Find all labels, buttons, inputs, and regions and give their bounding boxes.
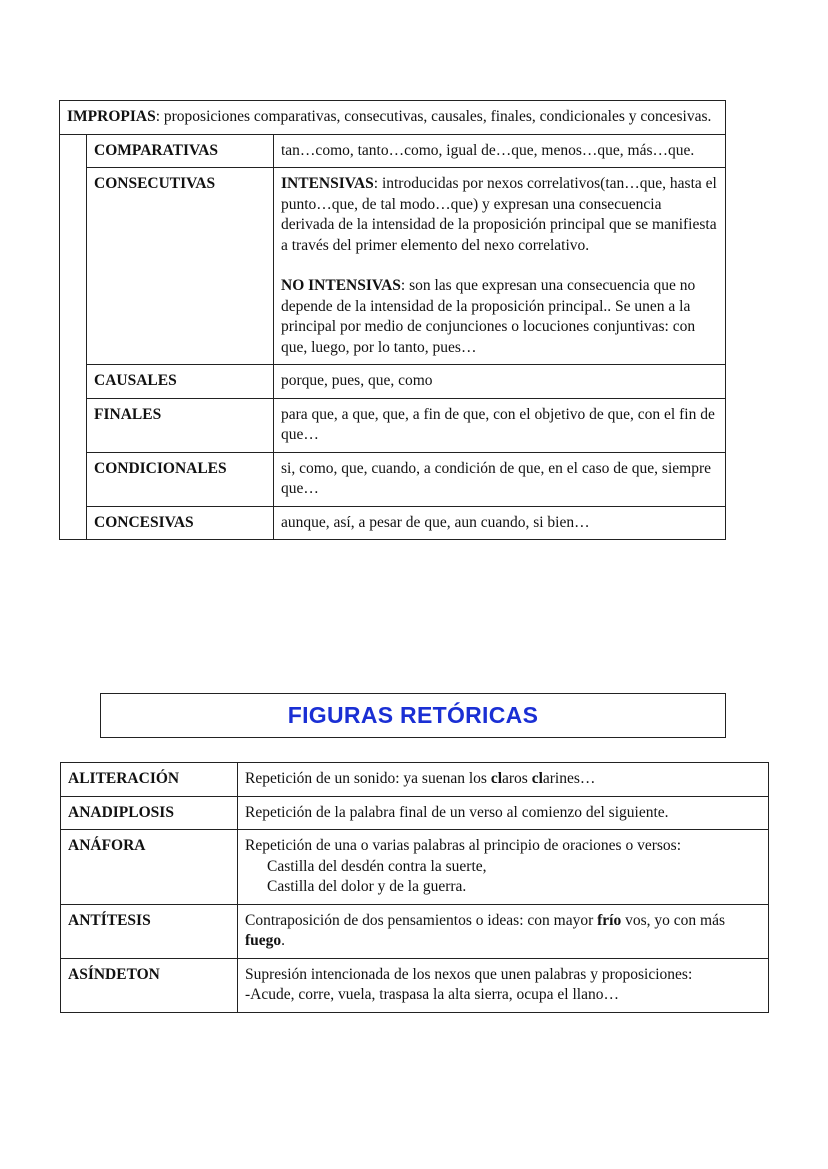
no-intensivas-paragraph xyxy=(281,276,718,358)
impropias-header-cell xyxy=(60,101,726,135)
asindeton-example: -Acude, corre, vuela, traspasa la alta sierra, ocupa el llano… xyxy=(245,986,619,1003)
intensivas-paragraph xyxy=(281,174,718,256)
table-row xyxy=(60,452,726,506)
definition-antitesis xyxy=(238,904,769,958)
asindeton-text: Supresión intencionada de los nexos que unen palabras y proposiciones: xyxy=(245,965,693,983)
definition-anadiplosis: Repetición de la palabra final de un verso al comienzo del siguiente. xyxy=(238,796,769,830)
definition-asindeton xyxy=(238,958,769,1012)
indent-cell xyxy=(60,168,87,365)
definition-consecutivas xyxy=(274,168,726,365)
table-row xyxy=(60,168,726,365)
table-row xyxy=(61,830,769,905)
intensivas-text: : introducidas por nexos correlativos(tan…que, hasta el punto…que, de tal modo…que) y expresan una consecuencia derivada de la intensidad de la proposición principal que se manifiesta a través del primer elemento del nexo correlativo. xyxy=(281,175,717,254)
antitesis-bold-2: fuego xyxy=(245,932,282,949)
definition-finales: para que, a que, que, a fin de que, con el objetivo de que, con el fin de que… xyxy=(274,398,726,452)
indent-cell xyxy=(60,134,87,168)
table-row xyxy=(60,398,726,452)
anafora-text: Repetición de una o varias palabras al principio de oraciones o versos: xyxy=(245,837,682,854)
antitesis-text-1: Contraposición de dos pensamientos o ideas: con mayor xyxy=(245,911,598,929)
table-row xyxy=(61,796,769,830)
definition-condicionales: si, como, que, cuando, a condición de que, en el caso de que, siempre que… xyxy=(274,452,726,506)
anafora-verse-2: Castilla del dolor y de la guerra. xyxy=(267,878,467,895)
term-antitesis: ANTÍTESIS xyxy=(61,904,238,958)
table-row xyxy=(61,904,769,958)
no-intensivas-label: NO INTENSIVAS xyxy=(281,277,401,294)
indent-cell xyxy=(60,365,87,399)
aliteracion-bold-1: cl xyxy=(490,770,502,787)
term-aliteracion: ALITERACIÓN xyxy=(61,763,238,797)
aliteracion-text-1: Repetición de un sonido: ya suenan los xyxy=(245,770,491,787)
aliteracion-bold-2: cl xyxy=(531,770,543,787)
term-anafora: ANÁFORA xyxy=(61,830,238,905)
anafora-verse-1: Castilla del desdén contra la suerte, xyxy=(267,857,487,875)
impropias-table xyxy=(59,100,726,540)
no-intensivas-text: : son las que expresan una consecuencia que no depende de la intensidad de la proposición principal.. Se unen a la principal por medio de conjunciones o locuciones conjuntivas: con que, luego, por lo tanto, pues… xyxy=(281,277,696,356)
antitesis-bold-1: frío xyxy=(597,911,622,929)
term-condicionales: CONDICIONALES xyxy=(87,452,274,506)
term-finales: FINALES xyxy=(87,398,274,452)
indent-cell xyxy=(60,398,87,452)
term-consecutivas: CONSECUTIVAS xyxy=(87,168,274,365)
impropias-description: : proposiciones comparativas, consecutivas, causales, finales, condicionales y concesivas. xyxy=(155,108,712,125)
aliteracion-text-2: aros xyxy=(502,770,532,787)
table-row xyxy=(60,134,726,168)
definition-aliteracion xyxy=(238,763,769,797)
indent-cell xyxy=(60,452,87,506)
definition-comparativas: tan…como, tanto…como, igual de…que, menos…que, más…que. xyxy=(274,134,726,168)
antitesis-text-2: vos, yo con más xyxy=(621,911,726,929)
figuras-heading: FIGURAS RETÓRICAS xyxy=(100,693,726,738)
definition-anafora xyxy=(238,830,769,905)
term-anadiplosis: ANADIPLOSIS xyxy=(61,796,238,830)
figuras-table xyxy=(60,762,769,1013)
table-row xyxy=(61,958,769,1012)
aliteracion-text-3: arines… xyxy=(542,770,596,787)
antitesis-text-3: . xyxy=(281,932,286,949)
term-causales: CAUSALES xyxy=(87,365,274,399)
indent-cell xyxy=(60,506,87,540)
table-row xyxy=(60,506,726,540)
term-concesivas: CONCESIVAS xyxy=(87,506,274,540)
definition-concesivas: aunque, así, a pesar de que, aun cuando, si bien… xyxy=(274,506,726,540)
term-asindeton: ASÍNDETON xyxy=(61,958,238,1012)
intensivas-label: INTENSIVAS xyxy=(281,175,374,192)
table-row xyxy=(60,365,726,399)
term-comparativas: COMPARATIVAS xyxy=(87,134,274,168)
definition-causales: porque, pues, que, como xyxy=(274,365,726,399)
table-row xyxy=(61,763,769,797)
impropias-title: IMPROPIAS xyxy=(67,108,156,125)
